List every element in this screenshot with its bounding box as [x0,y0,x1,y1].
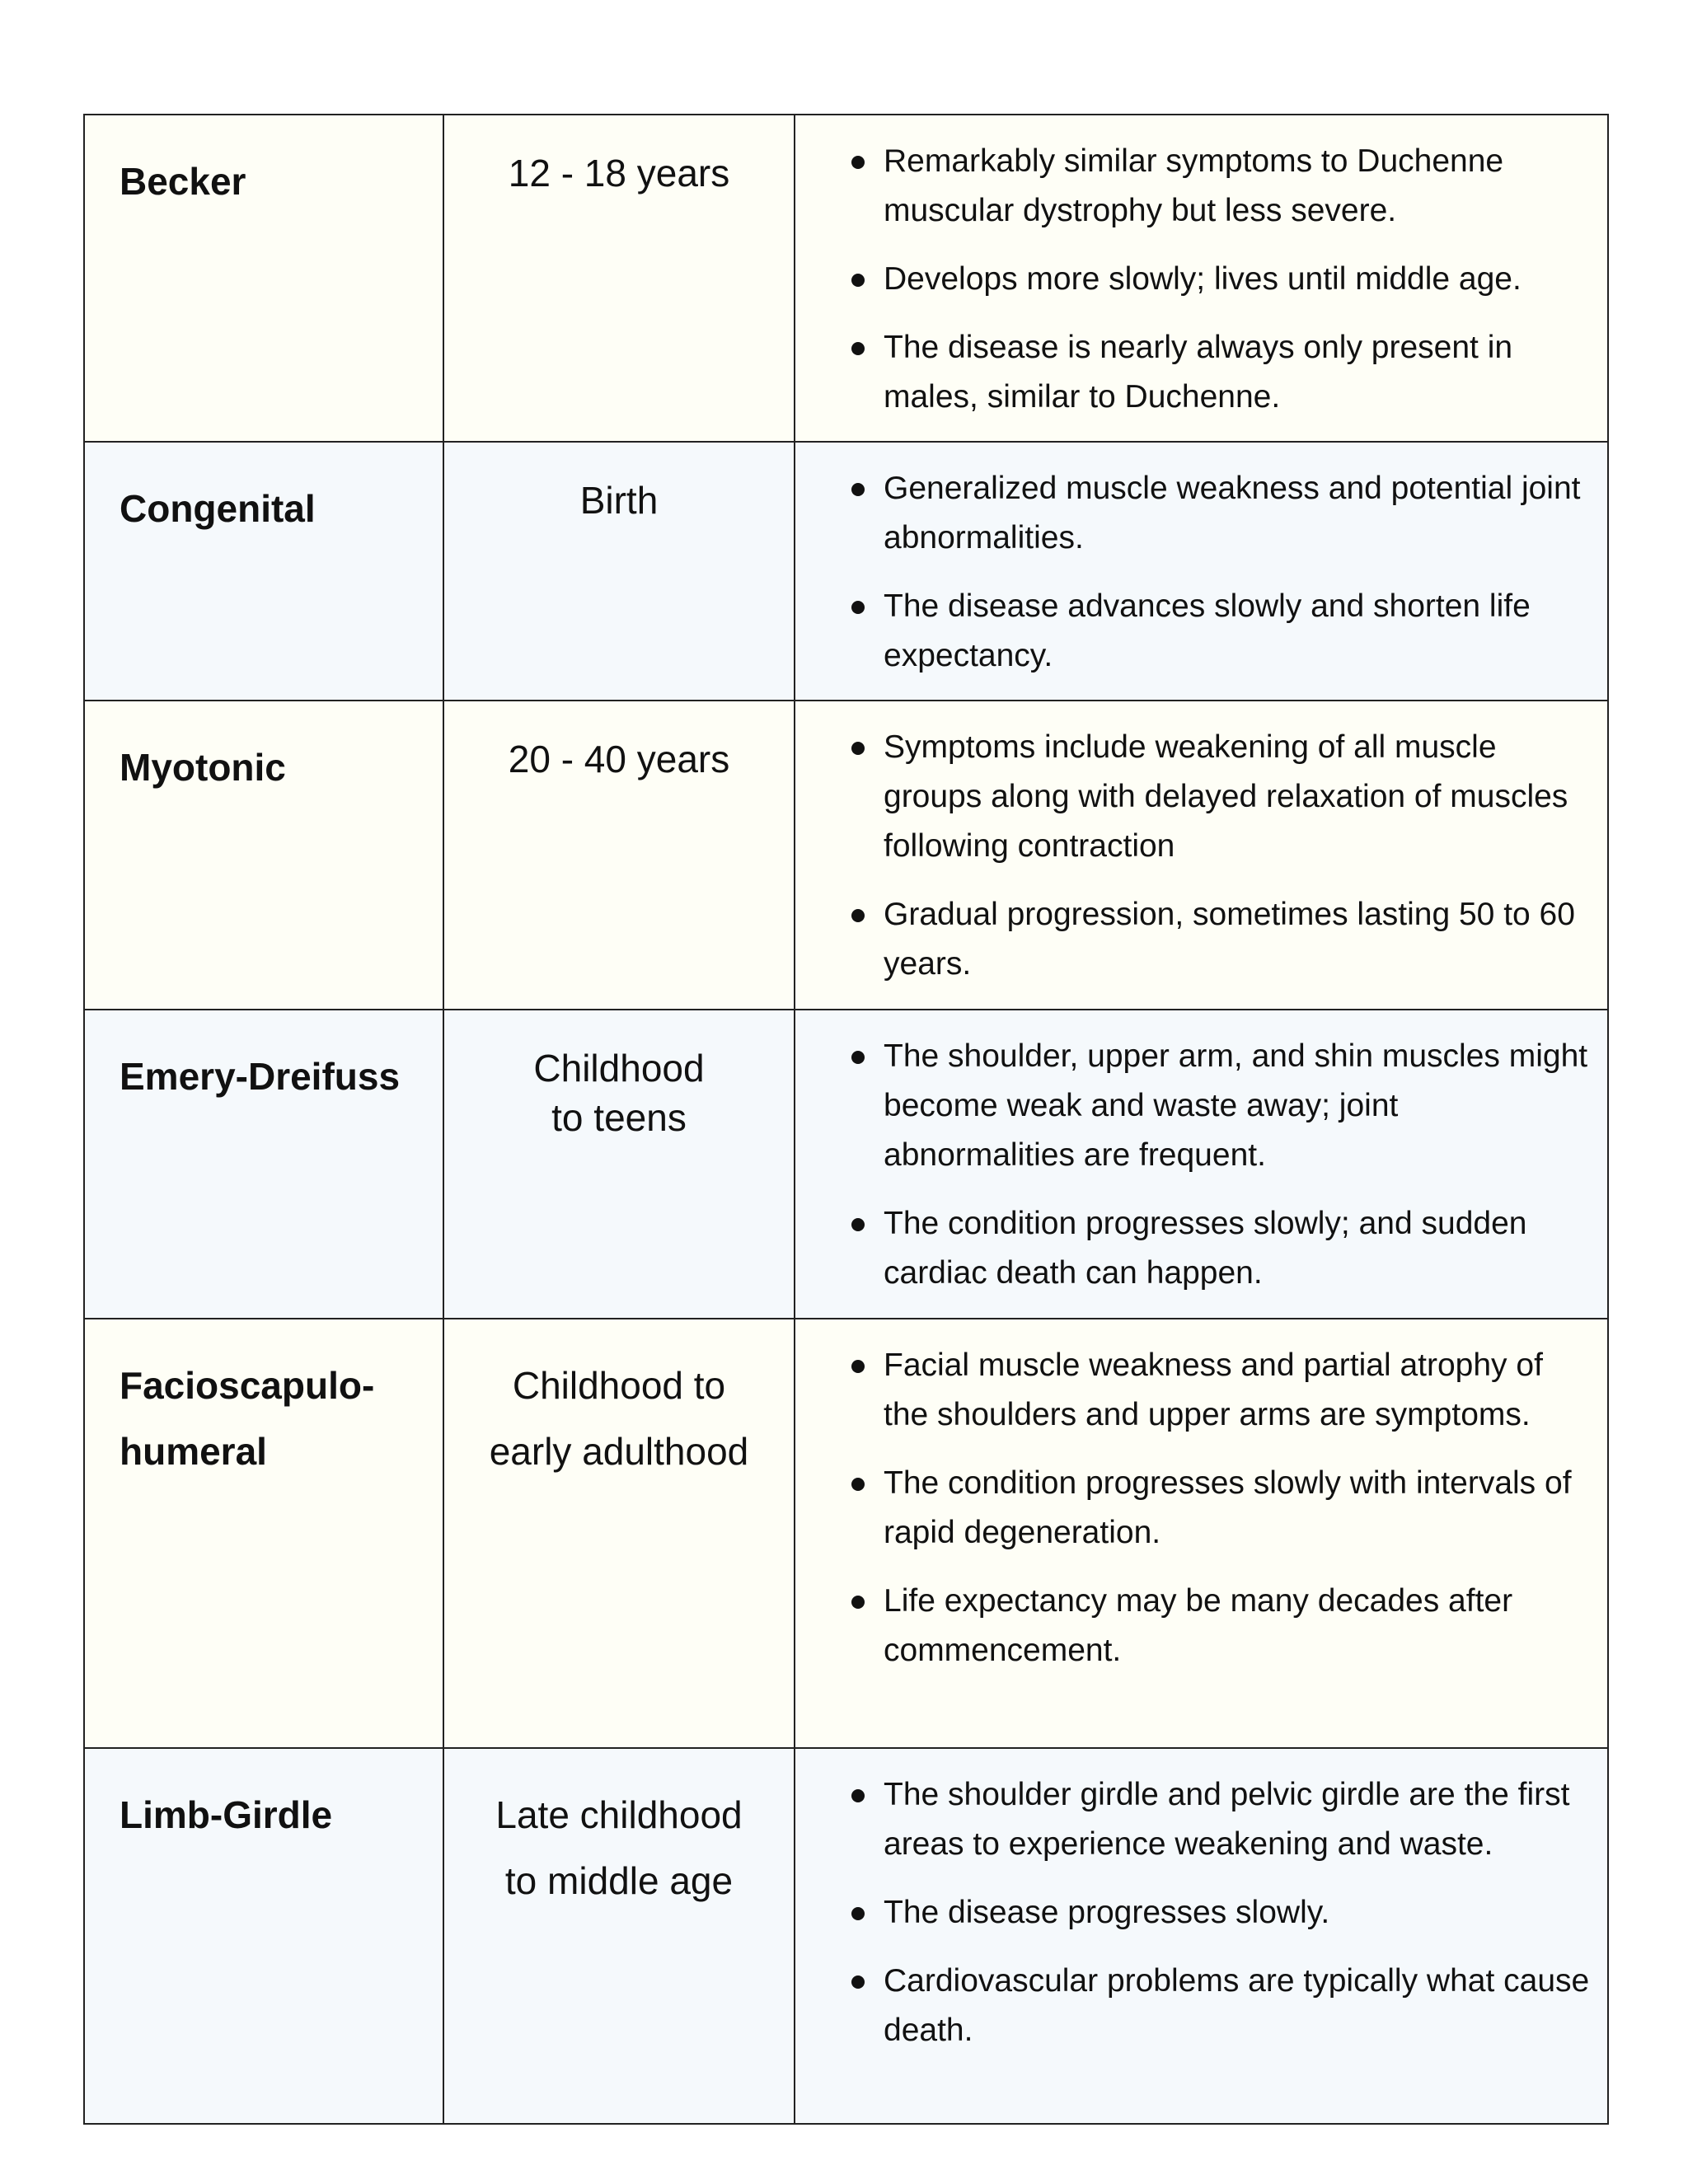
dystrophy-table-page [83,114,1607,2122]
symptom-item: Develops more slowly; lives until middle age. [884,255,1591,304]
dystrophy-type-cell [84,1319,443,1748]
table-row [84,701,1608,1010]
symptom-list [795,723,1591,989]
onset-age: Childhood to [512,1364,726,1407]
muscular-dystrophy-table [83,114,1609,2125]
table-row [84,442,1608,701]
dystrophy-type-cell [84,115,443,442]
symptom-item: Symptoms include weakening of all muscle groups along with delayed relaxation of muscles following contraction [884,723,1591,871]
dystrophy-type-cell [84,1748,443,2124]
symptom-item: Facial muscle weakness and partial atrophy of the shoulders and upper arms are symptoms. [884,1341,1591,1440]
onset-age-cell [443,115,795,442]
symptom-item: Generalized muscle weakness and potential joint abnormalities. [884,464,1591,563]
dystrophy-type-name: Congenital [120,487,316,530]
dystrophy-type-name: Emery-Dreifuss [120,1055,401,1098]
symptoms-cell [795,115,1608,442]
dystrophy-type-name: Facioscapulo- [120,1364,375,1407]
dystrophy-type-name: Limb-Girdle [120,1793,333,1836]
onset-age: to middle age [504,1859,734,1902]
onset-age-cell [443,1748,795,2124]
dystrophy-type-name: Becker [120,160,246,203]
table-row [84,1748,1608,2124]
table-row [84,1010,1608,1319]
onset-age: Late childhood [495,1793,743,1836]
symptom-list [795,1032,1591,1298]
symptom-list [795,464,1591,681]
symptoms-cell [795,442,1608,701]
onset-age-cell [443,442,795,701]
symptoms-cell [795,701,1608,1010]
symptom-item: The shoulder girdle and pelvic girdle are the first areas to experience weakening and waste. [884,1770,1591,1869]
dystrophy-type-name: humeral [120,1430,267,1473]
symptom-item: The disease progresses slowly. [884,1888,1591,1938]
symptom-item: Life expectancy may be many decades after commencement. [884,1577,1591,1675]
symptoms-cell [795,1319,1608,1748]
dystrophy-type-cell [84,701,443,1010]
dystrophy-type-cell [84,1010,443,1319]
symptom-item: The disease is nearly always only present in males, similar to Duchenne. [884,323,1591,422]
onset-age-cell [443,1010,795,1319]
symptom-list [795,137,1591,422]
symptom-item: Cardiovascular problems are typically what cause death. [884,1957,1591,2055]
onset-age: early adulthood [489,1430,749,1473]
onset-age: Birth [579,479,659,522]
onset-age-cell [443,1319,795,1748]
onset-age: 20 - 40 years [508,738,730,780]
symptoms-cell [795,1010,1608,1319]
onset-age-cell [443,701,795,1010]
symptom-item: The shoulder, upper arm, and shin muscles might become weak and waste away; joint abnormalities are frequent. [884,1032,1591,1180]
symptom-item: The disease advances slowly and shorten life expectancy. [884,582,1591,681]
table-row [84,1319,1608,1748]
symptom-item: Remarkably similar symptoms to Duchenne muscular dystrophy but less severe. [884,137,1591,236]
symptom-item: Gradual progression, sometimes lasting 50 to 60 years. [884,890,1591,989]
onset-age: to teens [551,1096,687,1139]
dystrophy-type-name: Myotonic [120,746,286,789]
symptoms-cell [795,1748,1608,2124]
symptom-item: The condition progresses slowly; and sudden cardiac death can happen. [884,1199,1591,1298]
symptom-list [795,1770,1591,2055]
symptom-item: The condition progresses slowly with intervals of rapid degeneration. [884,1459,1591,1558]
dystrophy-type-cell [84,442,443,701]
table-row [84,115,1608,442]
symptom-list [795,1341,1591,1675]
onset-age: 12 - 18 years [508,152,730,194]
onset-age: Childhood [533,1047,705,1090]
